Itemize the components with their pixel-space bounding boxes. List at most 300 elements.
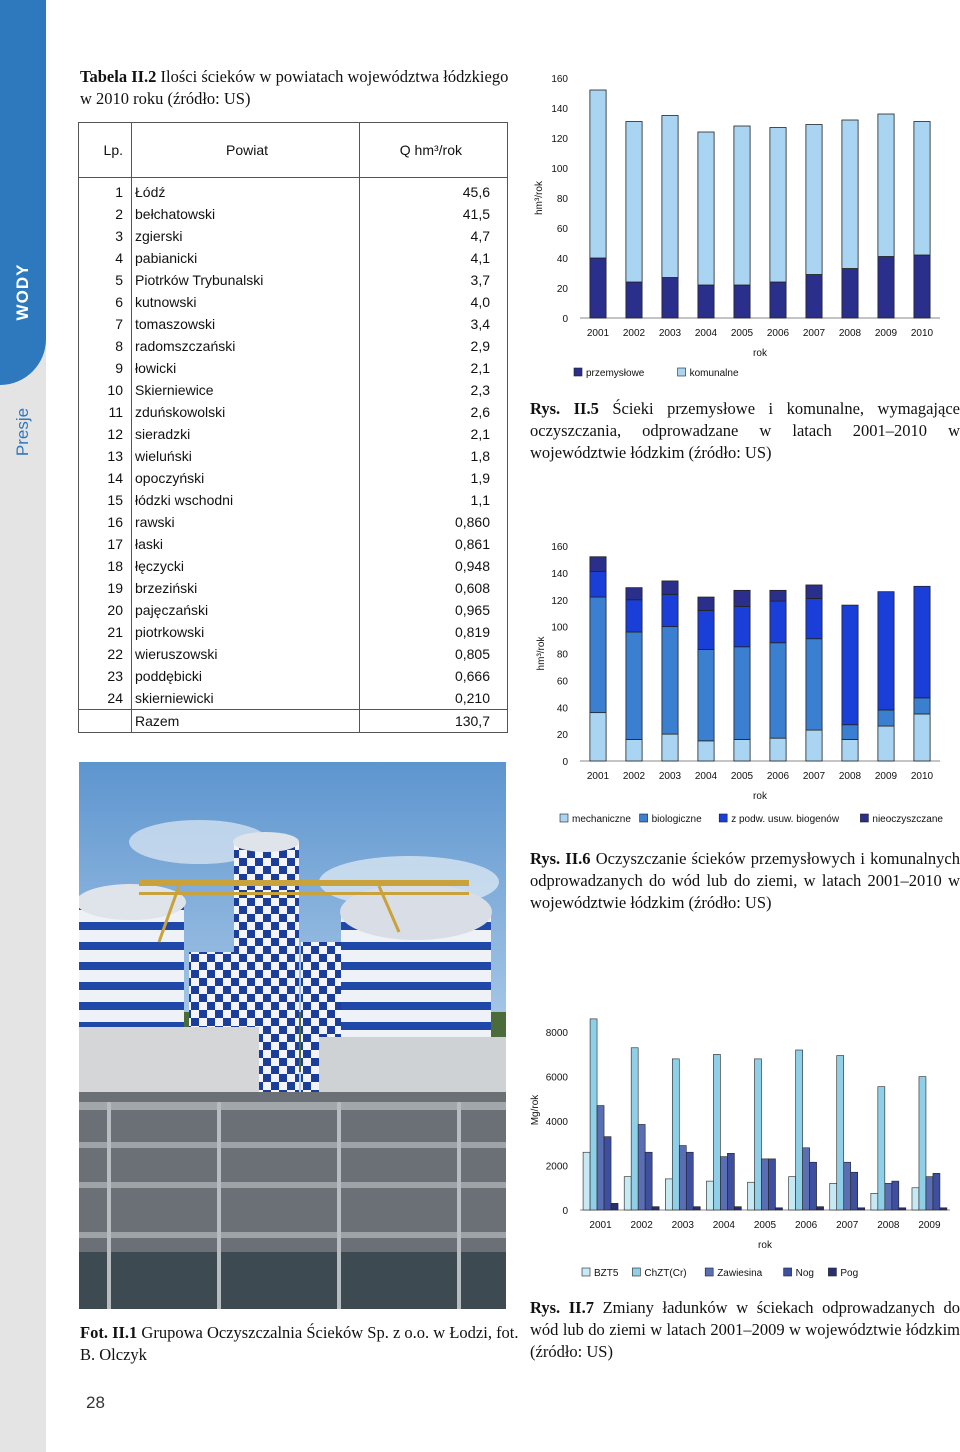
bar-zawiesina: [844, 1162, 851, 1210]
bar-chzt-cr-: [919, 1077, 926, 1210]
row-powiat: Piotrków Trybunalski: [135, 272, 264, 288]
x-tick-label: 2006: [766, 328, 790, 339]
table-row: [79, 181, 507, 203]
bar-biologiczne: [914, 698, 930, 714]
bar-mechaniczne: [770, 738, 786, 761]
photo-caption-number: Fot. II.1: [80, 1323, 138, 1342]
bar-nieoczyszczane: [626, 588, 642, 600]
y-tick-label: 6000: [545, 1072, 568, 1084]
row-lp: 24: [107, 690, 123, 706]
bar-bzt5: [706, 1181, 713, 1210]
bar-z-podw-usuw-biogen-w: [806, 598, 822, 638]
bar-mechaniczne: [914, 714, 930, 761]
row-q: 1,8: [470, 448, 490, 464]
row-lp: 7: [115, 316, 123, 332]
x-tick-label: 2002: [622, 771, 646, 782]
bar-mechaniczne: [734, 740, 750, 762]
legend-swatch: [705, 1268, 713, 1276]
legend-label: mechaniczne: [572, 814, 631, 825]
table-caption-number: Tabela II.2: [80, 67, 157, 86]
bar-pog: [817, 1207, 824, 1210]
bar-bzt5: [789, 1177, 796, 1210]
row-lp: 14: [107, 470, 123, 486]
legend-label: przemysłowe: [586, 368, 645, 379]
bar-biologiczne: [878, 710, 894, 726]
bar-z-podw-usuw-biogen-w: [590, 572, 606, 598]
bar-nieoczyszczane: [734, 590, 750, 606]
bar-komunalne: [878, 114, 894, 257]
rys6-caption: [530, 848, 960, 914]
legend-swatch: [632, 1268, 640, 1276]
y-tick-label: 60: [556, 676, 568, 688]
x-tick-label: 2005: [753, 1220, 777, 1231]
bar-zawiesina: [803, 1148, 810, 1210]
y-tick-label: 40: [556, 703, 568, 715]
legend-label: z podw. usuw. biogenów: [731, 814, 840, 825]
bar-nog: [768, 1159, 775, 1210]
bar-przemys-owe: [806, 275, 822, 319]
section-tab: [0, 0, 46, 385]
row-lp: 11: [108, 404, 123, 420]
bar-biologiczne: [626, 632, 642, 740]
y-tick-label: 8000: [545, 1028, 568, 1040]
row-q: 0,860: [454, 514, 490, 530]
bar-pog: [693, 1207, 700, 1210]
table-row: [79, 621, 507, 643]
bar-chzt-cr-: [837, 1056, 844, 1210]
x-tick-label: 2001: [586, 328, 610, 339]
x-tick-label: 2002: [622, 328, 646, 339]
sidebar: [0, 0, 46, 1452]
y-axis-label: hm³/rok: [536, 636, 547, 671]
y-tick-label: 160: [551, 542, 568, 553]
table-row: [79, 247, 507, 269]
row-lp: 12: [107, 426, 123, 442]
x-tick-label: 2008: [877, 1220, 900, 1231]
rys6-caption-text: Oczyszczanie ścieków przemysłowych i komunalnych odprowadzanych do wód lub do ziemi, w latach 2001–2010 w województwie łódzkim (źródło: US): [530, 849, 960, 912]
bar-bzt5: [665, 1179, 672, 1210]
legend-swatch: [574, 368, 582, 376]
row-q: 41,5: [462, 206, 490, 222]
row-lp: 6: [115, 294, 123, 310]
total-value: 130,7: [454, 713, 490, 729]
x-tick-label: 2003: [658, 771, 682, 782]
bar-zawiesina: [885, 1183, 892, 1210]
x-tick-label: 2004: [694, 328, 718, 339]
bar-zawiesina: [926, 1177, 933, 1210]
row-lp: 20: [107, 602, 123, 618]
table-row: [79, 467, 507, 489]
x-tick-label: 2003: [671, 1220, 694, 1231]
table-row: [79, 357, 507, 379]
row-lp: 19: [107, 580, 123, 596]
table-row: [79, 203, 507, 225]
row-powiat: Łódź: [135, 184, 166, 200]
x-tick-label: 2006: [794, 1220, 818, 1231]
y-tick-label: 100: [551, 164, 568, 175]
x-tick-label: 2008: [838, 328, 862, 339]
table-row: [79, 269, 507, 291]
chart-rys6: [520, 530, 960, 835]
bar-mechaniczne: [626, 740, 642, 762]
bar-nieoczyszczane: [590, 557, 606, 572]
row-powiat: opoczyński: [135, 470, 205, 486]
row-powiat: sieradzki: [135, 426, 191, 442]
table-row: [79, 291, 507, 313]
table-row: [79, 489, 507, 511]
bar-mechaniczne: [806, 730, 822, 761]
x-axis-label: rok: [753, 791, 767, 802]
table-caption: [80, 66, 520, 110]
legend-swatch: [560, 814, 568, 822]
y-tick-label: 20: [556, 730, 568, 742]
bar-chzt-cr-: [755, 1059, 762, 1210]
row-lp: 10: [107, 382, 123, 398]
row-powiat: łęczycki: [135, 558, 185, 574]
y-tick-label: 2000: [545, 1161, 568, 1173]
row-lp: 8: [115, 338, 123, 354]
bar-przemys-owe: [878, 257, 894, 319]
row-q: 0,948: [454, 558, 490, 574]
bar-mechaniczne: [698, 741, 714, 761]
x-tick-label: 2008: [838, 771, 862, 782]
x-tick-label: 2004: [712, 1220, 736, 1231]
table-row: [79, 401, 507, 423]
bar-zawiesina: [597, 1106, 604, 1210]
bar-pog: [734, 1207, 741, 1210]
bar-chzt-cr-: [796, 1050, 803, 1210]
row-q: 2,1: [470, 426, 490, 442]
y-tick-label: 0: [562, 757, 568, 768]
bar-z-podw-usuw-biogen-w: [878, 592, 894, 710]
row-q: 2,3: [470, 382, 490, 398]
bar-nog: [933, 1173, 940, 1210]
table-row: [79, 379, 507, 401]
bar-biologiczne: [806, 639, 822, 730]
y-tick-label: 0: [562, 1206, 568, 1217]
bar-bzt5: [830, 1183, 837, 1210]
bar-nieoczyszczane: [806, 585, 822, 598]
bar-przemys-owe: [626, 282, 642, 318]
bar-przemys-owe: [914, 255, 930, 318]
bar-pog: [940, 1208, 947, 1210]
bar-przemys-owe: [770, 282, 786, 318]
table-row: [79, 599, 507, 621]
row-q: 0,805: [454, 646, 490, 662]
bar-nog: [727, 1153, 734, 1210]
legend-label: biologiczne: [651, 814, 702, 825]
bar-komunalne: [770, 128, 786, 283]
table-row: [79, 445, 507, 467]
bar-komunalne: [734, 126, 750, 285]
table-row: [79, 335, 507, 357]
x-tick-label: 2009: [874, 328, 898, 339]
legend-label: BZT5: [594, 1268, 619, 1279]
photo-caption: [80, 1322, 520, 1366]
header-q: Q hm³/rok: [399, 142, 462, 158]
legend-label: Pog: [840, 1268, 859, 1279]
row-lp: 2: [115, 206, 123, 222]
row-q: 2,6: [470, 404, 490, 420]
bar-zawiesina: [720, 1157, 727, 1210]
table-row: [79, 511, 507, 533]
bar-bzt5: [583, 1152, 590, 1210]
rys7-caption-text: Zmiany ładunków w ściekach odprowadzanych do wód lub do ziemi w latach 2001–2009 w województwie łódzkim (źródło: US): [530, 1298, 960, 1361]
y-tick-label: 120: [551, 595, 568, 607]
bar-nieoczyszczane: [770, 590, 786, 601]
bar-z-podw-usuw-biogen-w: [626, 600, 642, 632]
y-axis-label: Mg/rok: [530, 1094, 541, 1126]
row-lp: 23: [107, 668, 123, 684]
row-q: 1,9: [470, 470, 490, 486]
row-lp: 17: [107, 536, 123, 552]
table-body: [79, 178, 507, 709]
bar-komunalne: [590, 90, 606, 258]
legend-swatch: [640, 814, 648, 822]
row-q: 0,210: [454, 690, 490, 706]
y-tick-label: 4000: [545, 1117, 568, 1129]
y-tick-label: 160: [551, 74, 568, 85]
bar-z-podw-usuw-biogen-w: [662, 594, 678, 626]
rys5-caption-number: Rys. II.5: [530, 399, 599, 418]
row-powiat: pabianicki: [135, 250, 198, 266]
x-tick-label: 2001: [589, 1220, 612, 1231]
row-lp: 18: [107, 558, 123, 574]
row-powiat: zgierski: [135, 228, 183, 244]
row-powiat: rawski: [135, 514, 175, 530]
row-powiat: bełchatowski: [135, 206, 216, 222]
row-powiat: łaski: [135, 536, 164, 552]
row-powiat: kutnowski: [135, 294, 197, 310]
bar-komunalne: [698, 132, 714, 285]
row-q: 3,7: [470, 272, 490, 288]
bar-biologiczne: [734, 647, 750, 740]
row-powiat: zduńskowolski: [135, 404, 226, 420]
table-row: [79, 687, 507, 709]
legend-swatch: [582, 1268, 590, 1276]
bar-chzt-cr-: [878, 1087, 885, 1210]
total-label: Razem: [135, 713, 180, 729]
bar-komunalne: [626, 122, 642, 283]
bar-z-podw-usuw-biogen-w: [734, 606, 750, 646]
page-number: 28: [86, 1393, 105, 1412]
row-powiat: poddębicki: [135, 668, 202, 684]
bar-przemys-owe: [698, 285, 714, 318]
table-caption-text: Ilości ścieków w powiatach województwa łódzkiego w 2010 roku (źródło: US): [80, 67, 509, 108]
legend-label: nieoczyszczane: [872, 814, 943, 825]
row-q: 0,819: [454, 624, 490, 640]
chart-rys7: [520, 1000, 960, 1290]
rys7-caption: [530, 1297, 960, 1363]
table-row: [79, 555, 507, 577]
table-row: [79, 533, 507, 555]
bar-komunalne: [842, 120, 858, 269]
legend-label: komunalne: [689, 368, 739, 379]
row-lp: 16: [107, 514, 123, 530]
table-row: [79, 423, 507, 445]
bar-nog: [686, 1152, 693, 1210]
bar-zawiesina: [638, 1124, 645, 1210]
subsection-label: Presje: [13, 407, 32, 457]
table-row: [79, 643, 507, 665]
bar-biologiczne: [590, 597, 606, 713]
bar-pog: [858, 1208, 865, 1210]
x-tick-label: 2007: [836, 1220, 859, 1231]
row-lp: 3: [115, 228, 123, 244]
bar-bzt5: [912, 1188, 919, 1210]
row-q: 0,861: [454, 536, 490, 552]
bar-nieoczyszczane: [662, 581, 678, 594]
bar-biologiczne: [698, 649, 714, 740]
row-q: 0,965: [454, 602, 490, 618]
bar-pog: [899, 1208, 906, 1210]
row-q: 3,4: [470, 316, 490, 332]
bar-pog: [775, 1208, 782, 1210]
x-tick-label: 2005: [730, 328, 754, 339]
treatment-plant-photo: [79, 762, 506, 1309]
header-lp: Lp.: [103, 142, 123, 158]
bar-chzt-cr-: [672, 1059, 679, 1210]
y-tick-label: 80: [556, 649, 568, 661]
row-lp: 21: [107, 624, 123, 640]
x-axis-label: rok: [758, 1240, 772, 1251]
x-tick-label: 2005: [730, 771, 754, 782]
bar-przemys-owe: [662, 278, 678, 319]
x-tick-label: 2007: [802, 328, 826, 339]
x-tick-label: 2004: [694, 771, 718, 782]
row-lp: 5: [115, 272, 123, 288]
row-q: 0,608: [454, 580, 490, 596]
row-powiat: Skierniewice: [135, 382, 214, 398]
row-q: 2,9: [470, 338, 490, 354]
bar-nog: [645, 1152, 652, 1210]
bar-przemys-owe: [842, 269, 858, 319]
legend-swatch: [828, 1268, 836, 1276]
wastewater-table: [78, 122, 508, 733]
row-q: 4,0: [470, 294, 490, 310]
bar-przemys-owe: [590, 258, 606, 318]
bar-mechaniczne: [842, 740, 858, 762]
bar-pog: [611, 1203, 618, 1210]
bar-nieoczyszczane: [698, 597, 714, 610]
bar-komunalne: [806, 125, 822, 275]
bar-biologiczne: [662, 627, 678, 735]
row-powiat: brzeziński: [135, 580, 198, 596]
rys6-caption-number: Rys. II.6: [530, 849, 591, 868]
table-row: [79, 313, 507, 335]
bar-z-podw-usuw-biogen-w: [698, 611, 714, 650]
x-tick-label: 2006: [766, 771, 790, 782]
rys7-caption-number: Rys. II.7: [530, 1298, 594, 1317]
bar-z-podw-usuw-biogen-w: [842, 605, 858, 725]
bar-chzt-cr-: [590, 1019, 597, 1210]
bar-mechaniczne: [878, 726, 894, 761]
bar-nog: [892, 1181, 899, 1210]
legend-label: Nog: [795, 1268, 814, 1279]
row-powiat: wieruszowski: [135, 646, 218, 662]
row-q: 4,7: [470, 228, 490, 244]
row-lp: 9: [115, 360, 123, 376]
bar-komunalne: [662, 116, 678, 278]
bar-mechaniczne: [590, 713, 606, 761]
rys5-caption: [530, 398, 960, 464]
table-row: [79, 577, 507, 599]
bar-zawiesina: [679, 1146, 686, 1210]
bar-chzt-cr-: [713, 1054, 720, 1210]
legend-swatch: [860, 814, 868, 822]
bar-nog: [810, 1162, 817, 1210]
x-tick-label: 2001: [586, 771, 610, 782]
bar-biologiczne: [842, 725, 858, 740]
x-tick-label: 2010: [910, 328, 934, 339]
bar-bzt5: [624, 1177, 631, 1210]
row-lp: 13: [107, 448, 123, 464]
y-tick-label: 140: [551, 104, 568, 115]
bar-przemys-owe: [734, 285, 750, 318]
header-powiat: Powiat: [225, 142, 269, 158]
row-powiat: radomszczański: [135, 338, 236, 354]
row-powiat: skierniewicki: [135, 690, 214, 706]
row-q: 4,1: [470, 250, 490, 266]
y-tick-label: 120: [551, 134, 568, 145]
bar-zawiesina: [762, 1159, 769, 1210]
row-q: 45,6: [462, 184, 490, 200]
x-axis-label: rok: [753, 348, 767, 359]
row-q: 0,666: [454, 668, 490, 684]
x-tick-label: 2007: [802, 771, 826, 782]
bar-komunalne: [914, 122, 930, 256]
bar-bzt5: [748, 1182, 755, 1210]
y-tick-label: 60: [556, 224, 568, 235]
legend-swatch: [678, 368, 686, 376]
x-tick-label: 2002: [630, 1220, 653, 1231]
row-lp: 1: [115, 184, 123, 200]
y-tick-label: 100: [551, 622, 568, 634]
table-header: [79, 123, 507, 178]
row-q: 1,1: [470, 492, 490, 508]
bar-mechaniczne: [662, 734, 678, 761]
rys5-caption-text: Ścieki przemysłowe i komunalne, wymagające oczyszczania, odprowadzane w latach 2001–2010 w województwie łódzkim (źródło: US): [530, 399, 960, 462]
bar-biologiczne: [770, 643, 786, 738]
row-powiat: wieluński: [135, 448, 192, 464]
row-powiat: łódzki wschodni: [135, 492, 234, 508]
y-tick-label: 0: [562, 314, 568, 325]
row-lp: 15: [107, 492, 123, 508]
bar-chzt-cr-: [631, 1048, 638, 1210]
bar-pog: [652, 1207, 659, 1210]
x-tick-label: 2009: [874, 771, 898, 782]
row-powiat: pajęczański: [135, 602, 209, 618]
bar-nog: [851, 1172, 858, 1210]
table-row: [79, 665, 507, 687]
row-lp: 22: [107, 646, 123, 662]
bar-bzt5: [871, 1193, 878, 1210]
y-tick-label: 140: [551, 568, 568, 580]
row-powiat: piotrkowski: [135, 624, 205, 640]
legend-swatch: [719, 814, 727, 822]
bar-z-podw-usuw-biogen-w: [914, 586, 930, 698]
y-tick-label: 40: [556, 254, 568, 265]
bar-z-podw-usuw-biogen-w: [770, 601, 786, 643]
x-tick-label: 2010: [910, 771, 934, 782]
legend-label: Zawiesina: [717, 1268, 763, 1279]
y-tick-label: 20: [556, 284, 568, 295]
table-row: [79, 225, 507, 247]
legend-label: ChZT(Cr): [644, 1268, 687, 1279]
bar-nog: [604, 1137, 611, 1210]
legend-swatch: [784, 1268, 792, 1276]
row-powiat: tomaszowski: [135, 316, 216, 332]
